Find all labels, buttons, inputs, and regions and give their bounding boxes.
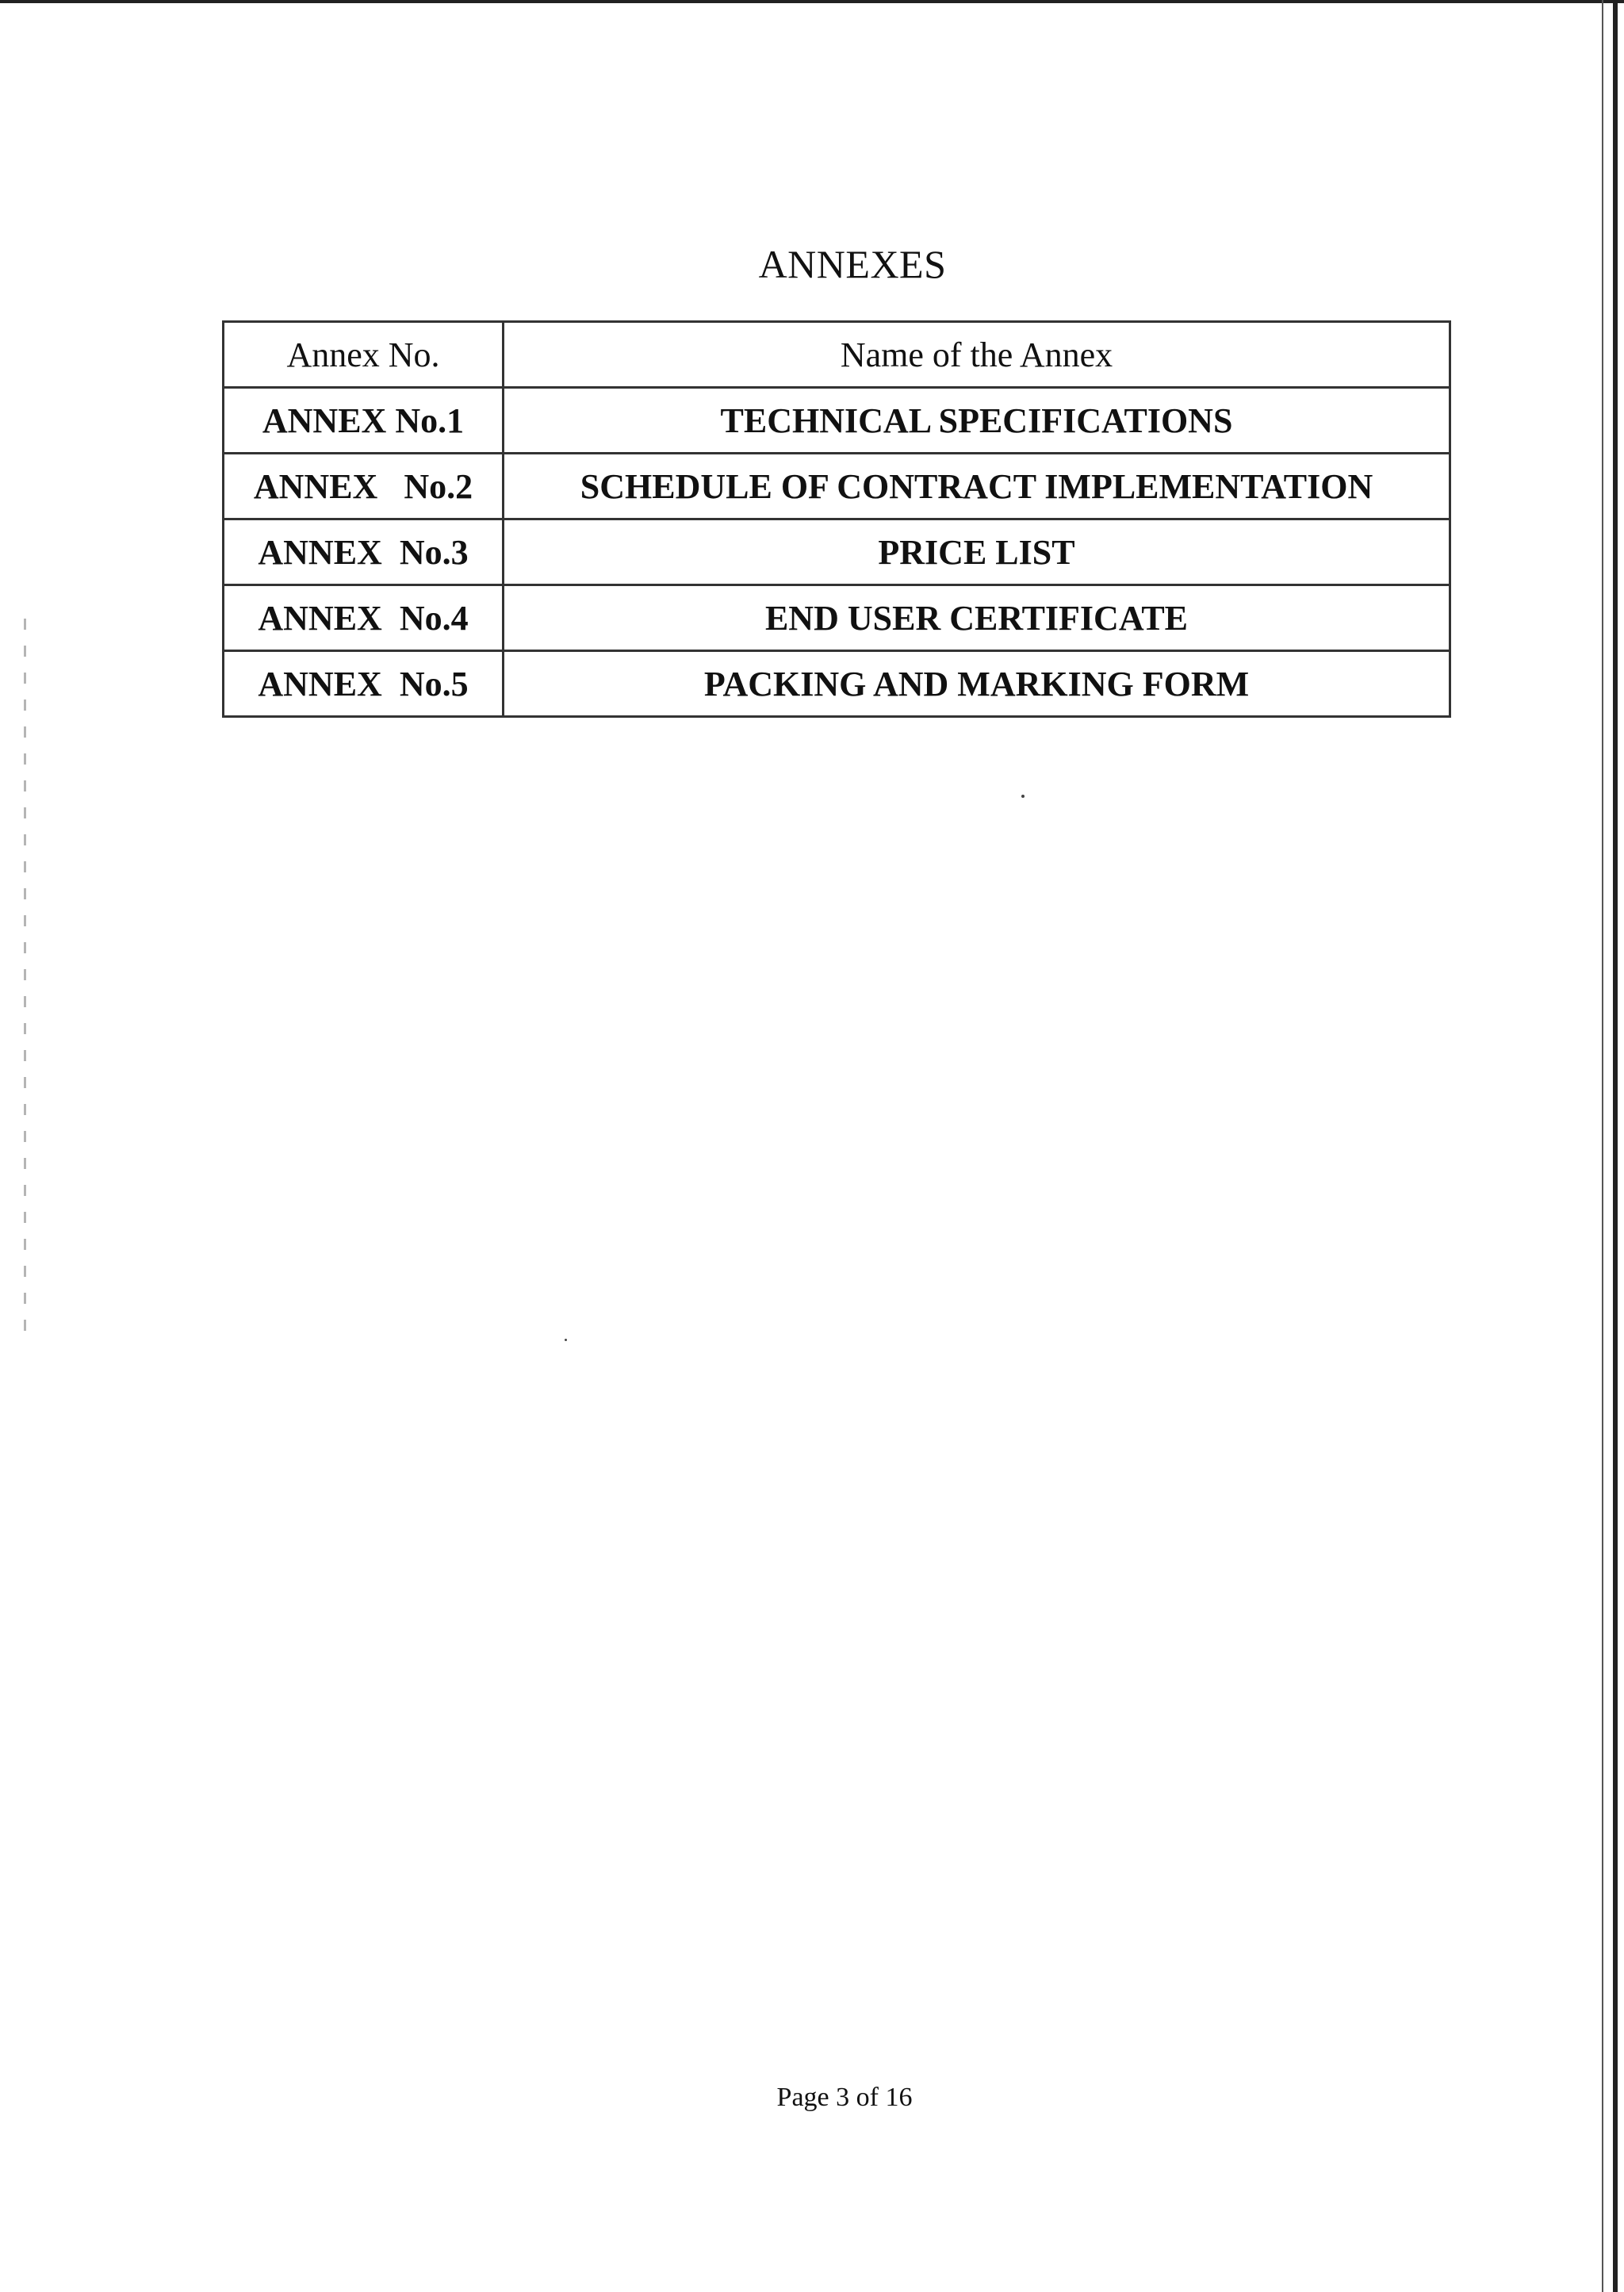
scan-speck — [565, 1339, 567, 1341]
annex-number-cell: ANNEX No.2 — [224, 454, 504, 519]
scan-edge-right — [1613, 0, 1618, 2292]
table-row — [224, 585, 1450, 651]
annex-name-cell: END USER CERTIFICATE — [504, 585, 1450, 651]
annex-name-cell: SCHEDULE OF CONTRACT IMPLEMENTATION — [504, 454, 1450, 519]
table-row — [224, 651, 1450, 717]
annex-number-cell: ANNEX No.1 — [224, 388, 504, 454]
page-title: ANNEXES — [758, 241, 947, 286]
table-row — [224, 388, 1450, 454]
column-header-annex-name: Name of the Annex — [504, 322, 1450, 388]
scan-edge-right-inner — [1602, 0, 1603, 2292]
annex-name-cell: TECHNICAL SPECIFICATIONS — [504, 388, 1450, 454]
scan-edge-top — [0, 0, 1624, 3]
scan-artifact-left — [24, 619, 26, 1332]
page-number: Page 3 of 16 — [776, 2083, 913, 2112]
column-header-annex-number: Annex No. — [224, 322, 504, 388]
table-header-row — [224, 322, 1450, 388]
annex-name-cell: PACKING AND MARKING FORM — [504, 651, 1450, 717]
table-row — [224, 519, 1450, 585]
annex-table — [222, 320, 1451, 718]
scan-speck — [1021, 795, 1025, 798]
annex-number-cell: ANNEX No.3 — [224, 519, 504, 585]
annex-number-cell: ANNEX No.5 — [224, 651, 504, 717]
annex-name-cell: PRICE LIST — [504, 519, 1450, 585]
annex-number-cell: ANNEX No.4 — [224, 585, 504, 651]
table-row — [224, 454, 1450, 519]
